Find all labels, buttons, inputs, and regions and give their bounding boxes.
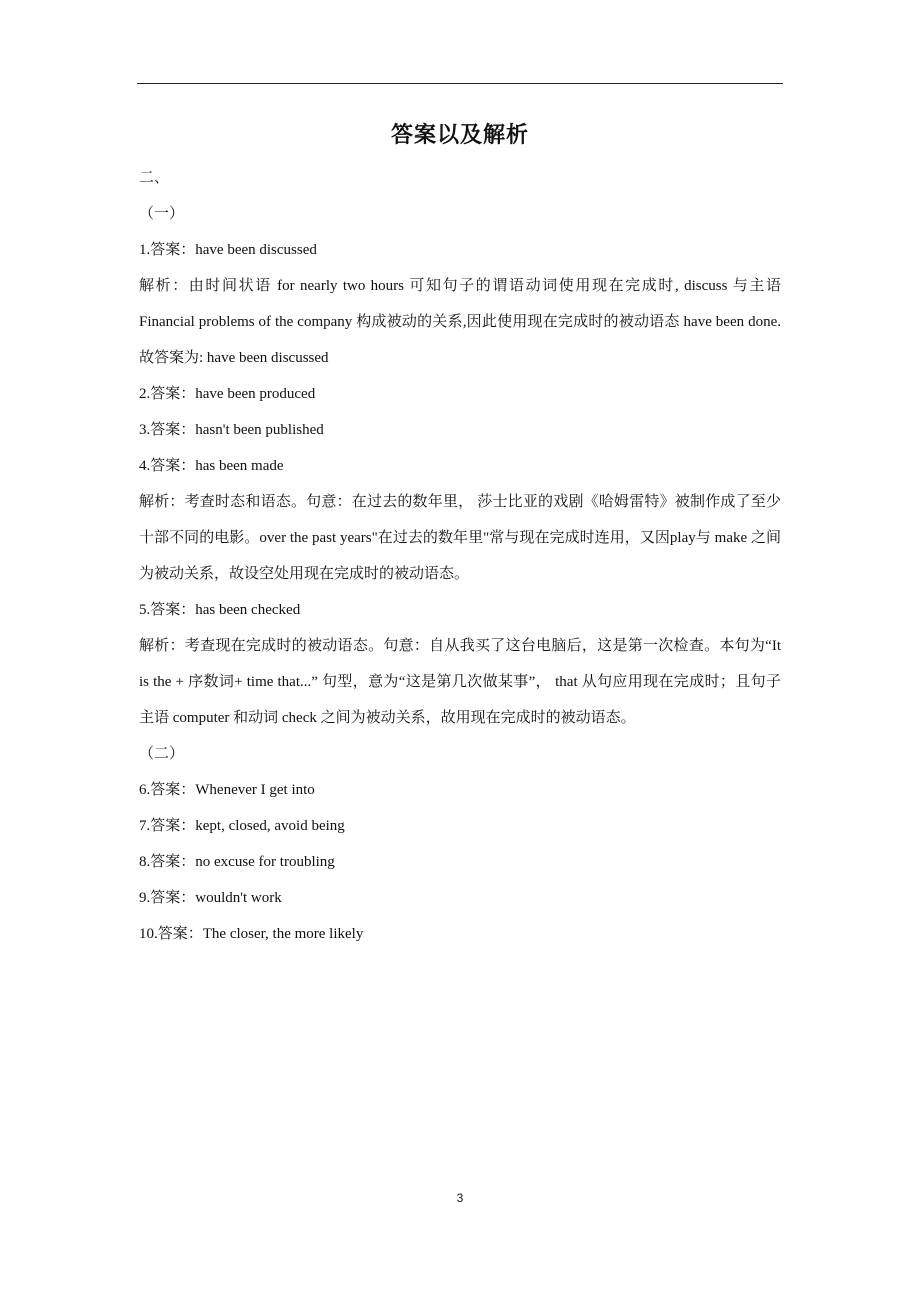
answer-1: 1.答案：have been discussed [139, 242, 317, 258]
page-number: 3 [456, 1191, 464, 1205]
answer-4: 4.答案：has been made [139, 458, 284, 474]
answer-5: 5.答案：has been checked [139, 602, 301, 618]
answer-7: 7.答案：kept, closed, avoid being [139, 818, 345, 834]
analysis-4: 解析：考查时态和语态。句意：在过去的数年里， 莎士比亚的戏剧《哈姆雷特》被制作成了至少十部不同的电影。over the past years"在过去的数年里"常与现在完成时连用，又因play与 make 之间为被动关系，故设空处用现在完成时的被动语态。 [139, 494, 781, 582]
answer-10: 10.答案：The closer, the more likely [139, 926, 364, 942]
part-one-heading: （一） [139, 206, 185, 222]
answer-8: 8.答案：no excuse for troubling [139, 854, 335, 870]
part-two-heading: （二） [139, 746, 185, 762]
analysis-5: 解析：考查现在完成时的被动语态。句意：自从我买了这台电脑后，这是第一次检查。本句为“It is the + 序数词+ time that...” 句型，意为“这是第几次做某事”， that 从句应用现在完成时；且句子主语 computer 和动词 check 之间为被动关系，故用现在完成时的被动语态。 [139, 638, 781, 726]
answer-9: 9.答案：wouldn't work [139, 890, 282, 906]
answer-6: 6.答案：Whenever I get into [139, 782, 315, 798]
page-title: 答案以及解析 [390, 123, 529, 148]
header-rule [137, 83, 783, 84]
answer-3: 3.答案：hasn't been published [139, 422, 324, 438]
section-heading: 二、 [139, 170, 170, 186]
analysis-1: 解析：由时间状语 for nearly two hours 可知句子的谓语动词使用现在完成时, discuss 与主语 Financial problems of the company 构成被动的关系,因此使用现在完成时的被动语态 have been done.故答案为: have been discussed [139, 278, 781, 366]
answer-2: 2.答案：have been produced [139, 386, 316, 402]
answer-content [139, 160, 781, 952]
